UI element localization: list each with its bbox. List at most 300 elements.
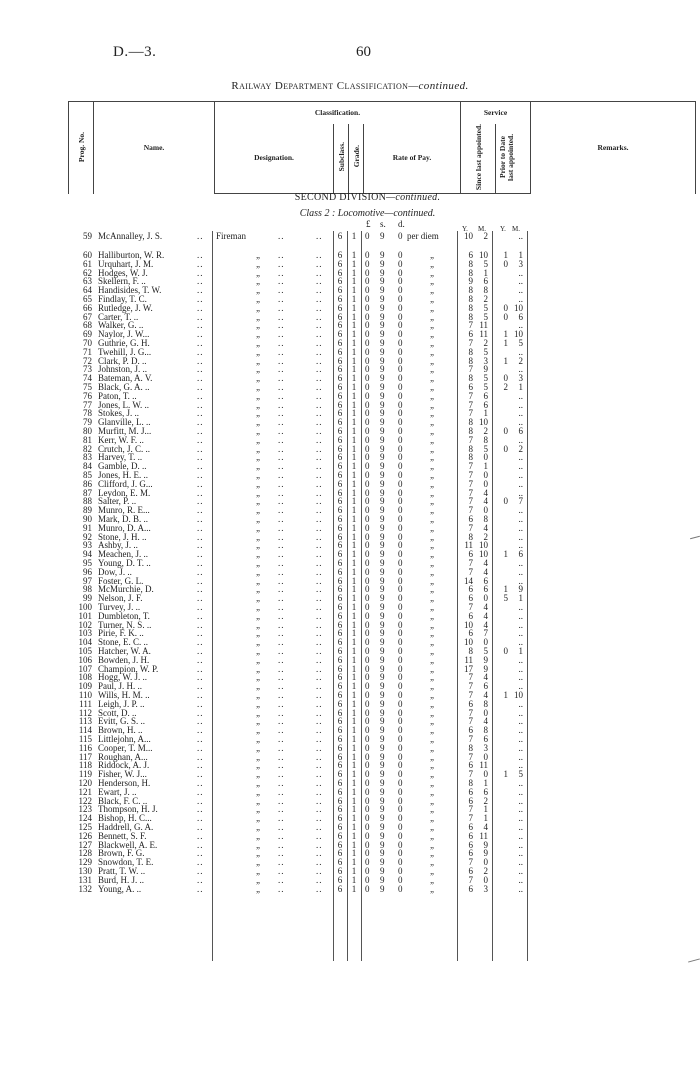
leader-dots: .. [197,760,204,771]
staff-name: Young, A. .. [98,883,142,894]
staff-name: Haddrell, G. A. [98,822,154,832]
leader-dots: .. [197,320,204,331]
grade-value: 1 [351,549,357,560]
staff-name: Leydon, E. M. [98,487,151,498]
leader-dots: .. [316,610,323,621]
pay-pounds: 0 [365,830,370,841]
leader-dots: .. [316,830,323,841]
grade-value: 1 [351,813,357,824]
grade-value: 1 [351,320,357,331]
leader-dots: .. [278,320,285,331]
grade-value: 1 [351,654,357,665]
pay-pence: 0 [398,434,403,445]
since-months: 6 [483,734,488,744]
ditto-mark: „ [256,558,262,568]
pay-pence: 0 [398,593,403,604]
prog-number: 111 [79,698,92,709]
prog-number: 69 [83,329,92,340]
leader-dots: .. [197,795,204,806]
since-years: 8 [468,302,473,313]
prog-number: 84 [83,461,92,472]
subclass-value: 6 [337,496,343,507]
pay-shillings: 9 [380,231,385,241]
prior-months: 2 [518,443,523,454]
pay-pounds: 0 [365,231,370,241]
leader-dots: .. [197,302,204,313]
grade-value: 1 [351,496,357,507]
leader-dots: .. [316,408,323,419]
since-years: 8 [468,452,473,463]
leader-dots: .. [278,231,285,241]
since-months: 9 [483,839,488,850]
pay-shillings: 9 [380,822,385,832]
pay-pounds: 0 [365,470,370,480]
pay-pence: 0 [398,839,403,850]
prior-empty: .. [518,830,523,841]
pay-pounds: 0 [365,795,370,806]
prior-years: 1 [503,329,508,340]
pay-pounds: 0 [365,566,370,577]
pay-pounds: 0 [365,602,370,612]
grade-value: 1 [351,610,357,621]
ditto-mark: „ [430,258,436,269]
leader-dots: .. [316,470,323,480]
ditto-mark: „ [256,302,262,313]
leader-dots: .. [197,434,204,445]
subclass-value: 6 [337,707,343,718]
leader-dots: .. [197,390,204,401]
ditto-mark: „ [256,505,262,516]
since-months: 4 [483,610,488,621]
since-years: 6 [468,839,473,850]
leader-dots: .. [278,311,285,322]
since-months: 2 [483,531,488,542]
leader-dots: .. [316,231,323,241]
pay-pence: 0 [398,690,403,700]
grade-value: 1 [351,778,357,788]
ditto-mark: „ [256,813,262,824]
pay-pounds: 0 [365,558,370,568]
ditto-mark: „ [430,883,436,894]
grade-value: 1 [351,725,357,736]
since-month-unit: M. [478,225,486,233]
leader-dots: .. [316,786,323,797]
pay-shillings: 9 [380,769,385,780]
leader-dots: .. [278,822,285,832]
pay-pounds: 0 [365,540,370,551]
since-years: 8 [468,646,473,656]
grade-value: 1 [351,487,357,498]
prior-years: 1 [503,338,508,348]
prog-number: 98 [83,584,92,595]
leader-dots: .. [316,443,323,454]
class-title: Class 2 : Locomotive—continued. [299,208,436,219]
ditto-mark: „ [430,751,436,762]
pay-pounds: 0 [365,364,370,375]
prior-empty: .. [518,470,523,480]
ditto-mark: „ [430,646,436,656]
pay-pounds: 0 [365,839,370,850]
since-months: 2 [483,231,488,241]
since-years: 7 [468,496,473,507]
subclass-value: 6 [337,866,343,876]
leader-dots: .. [278,267,285,278]
leader-dots: .. [197,382,204,392]
pay-pence: 0 [398,646,403,656]
staff-name: Thompson, H. J. [98,804,158,815]
ditto-mark: „ [256,575,262,586]
grade-value: 1 [351,390,357,401]
ditto-mark: „ [256,698,262,709]
prog-number: 132 [78,883,92,894]
division-continued: —continued. [386,192,441,203]
subclass-value: 6 [337,637,343,648]
since-years: 8 [468,285,473,296]
since-months: 2 [483,795,488,806]
leader-dots: .. [316,751,323,762]
prior-years: 1 [503,584,508,595]
ditto-mark: „ [256,874,262,885]
since-months: 6 [483,399,488,410]
staff-name: Foster, G. L. [98,575,144,586]
staff-name: Scott, D. .. [98,707,137,718]
leader-dots: .. [197,496,204,507]
ditto-mark: „ [430,496,436,507]
prog-number: 103 [78,628,92,639]
ditto-mark: „ [256,267,262,278]
staff-name: Murfitt, M. J... [98,426,152,436]
since-years: 8 [468,443,473,454]
ditto-mark: „ [256,778,262,788]
pay-pounds: 0 [365,654,370,665]
subclass-value: 6 [337,452,343,463]
leader-dots: .. [316,329,323,340]
leader-dots: .. [278,672,285,683]
grade-value: 1 [351,258,357,269]
leader-dots: .. [197,558,204,568]
prior-years: 0 [503,258,508,269]
pay-shillings: 9 [380,540,385,551]
prior-months: 3 [518,373,523,384]
pay-shillings: 9 [380,734,385,744]
leader-dots: .. [197,329,204,340]
pay-pence: 0 [398,628,403,639]
prior-years: 0 [503,426,508,436]
prog-number: 119 [78,769,92,780]
leader-dots: .. [278,654,285,665]
leader-dots: .. [197,355,204,366]
ditto-mark: „ [256,610,262,621]
pay-pounds: 0 [365,258,370,269]
pay-pence: 0 [398,707,403,718]
ditto-mark: „ [430,778,436,788]
ditto-mark: „ [430,285,436,296]
leader-dots: .. [278,646,285,656]
leader-dots: .. [316,839,323,850]
ditto-mark: „ [256,496,262,507]
prog-number: 121 [78,786,92,797]
prior-months: 10 [514,690,523,700]
pay-pounds: 0 [365,707,370,718]
subclass-value: 6 [337,390,343,401]
grade-value: 1 [351,250,357,260]
leader-dots: .. [316,540,323,551]
staff-name: Pratt, T. W. .. [98,866,146,876]
pay-pence: 0 [398,637,403,648]
prior-empty: .. [518,839,523,850]
ditto-mark: „ [256,672,262,683]
ditto-mark: „ [430,760,436,771]
leader-dots: .. [278,566,285,577]
pay-pounds: 0 [365,285,370,296]
pay-pounds: 0 [365,399,370,410]
leader-dots: .. [197,487,204,498]
leader-dots: .. [197,681,204,692]
pay-pounds: 0 [365,848,370,859]
pay-pence: 0 [398,452,403,463]
leader-dots: .. [316,250,323,260]
subclass-value: 6 [337,487,343,498]
pay-pence: 0 [398,619,403,630]
prior-empty: .. [518,531,523,542]
pay-pounds: 0 [365,320,370,331]
pay-pence: 0 [398,531,403,542]
prior-years: 2 [503,382,508,392]
subclass-value: 6 [337,804,343,815]
leader-dots: .. [197,839,204,850]
pay-pounds: 0 [365,338,370,348]
ditto-mark: „ [256,390,262,401]
subclass-value: 6 [337,540,343,551]
grade-value: 1 [351,734,357,744]
since-years: 8 [468,258,473,269]
ditto-mark: „ [256,294,262,304]
pay-pence: 0 [398,417,403,428]
since-years: 7 [468,690,473,700]
pay-pence: 0 [398,346,403,357]
pay-shillings: 9 [380,434,385,445]
pay-pence: 0 [398,742,403,753]
since-years: 7 [468,874,473,885]
since-years: 6 [468,830,473,841]
leader-dots: .. [278,716,285,727]
ditto-mark: „ [430,663,436,674]
subclass-value: 6 [337,593,343,604]
pay-shillings: 9 [380,707,385,718]
leader-dots: .. [316,628,323,639]
grade-value: 1 [351,470,357,480]
pay-pounds: 0 [365,294,370,304]
staff-name: Clark, P. D. .. [98,355,147,366]
staff-name: Bateman, A. V. [98,373,153,384]
subclass-value: 6 [337,778,343,788]
pay-pounds: 0 [365,487,370,498]
since-years: 6 [468,848,473,859]
prog-number: 100 [78,602,92,612]
leader-dots: .. [197,804,204,815]
pay-pence: 0 [398,830,403,841]
leader-dots: .. [278,637,285,648]
staff-name: Twehill, J. G... [98,346,152,357]
since-years: 8 [468,778,473,788]
staff-name: Fisher, W. J... [98,769,147,780]
grade-value: 1 [351,584,357,595]
leader-dots: .. [278,329,285,340]
prior-empty: .. [518,320,523,331]
staff-name: Rutledge, J. W. [98,302,153,313]
since-months: 0 [483,478,488,489]
prior-months: 6 [518,426,523,436]
staff-name: Nelson, J. F. [98,593,143,604]
prior-empty: .. [518,866,523,876]
ditto-mark: „ [430,822,436,832]
prog-number: 89 [83,505,92,516]
leader-dots: .. [197,769,204,780]
pay-pounds: 0 [365,593,370,604]
ditto-mark: „ [256,751,262,762]
grade-value: 1 [351,311,357,322]
document-ref: D.—3. [113,44,157,60]
ditto-mark: „ [430,874,436,885]
since-months: 3 [483,883,488,894]
prog-number: 106 [78,654,92,665]
pay-shillings: 9 [380,716,385,727]
since-years: 14 [464,575,473,586]
pay-shillings: 9 [380,566,385,577]
pay-shillings: 9 [380,725,385,736]
prog-number: 117 [78,751,92,762]
staff-name: Hodges, W. J. [98,267,148,278]
ditto-mark: „ [430,329,436,340]
ditto-mark: „ [430,443,436,454]
page-title [0,80,700,92]
leader-dots: .. [316,654,323,665]
since-months: 3 [483,355,488,366]
prog-number: 92 [83,531,92,542]
pay-pence: 0 [398,426,403,436]
leader-dots: .. [278,628,285,639]
prog-number: 116 [78,742,92,753]
since-months: 8 [483,698,488,709]
ditto-mark: „ [256,795,262,806]
pay-shillings: 9 [380,478,385,489]
ditto-mark: „ [430,276,436,287]
ditto-mark: „ [430,373,436,384]
subclass-value: 6 [337,584,343,595]
ditto-mark: „ [430,681,436,692]
ditto-mark: „ [256,760,262,771]
leader-dots: .. [278,294,285,304]
leader-dots: .. [278,346,285,357]
grade-value: 1 [351,602,357,612]
ditto-mark: „ [256,549,262,560]
subclass-value: 6 [337,760,343,771]
since-months: 5 [483,373,488,384]
grade-value: 1 [351,531,357,542]
staff-name: Findlay, T. C. [98,294,147,304]
since-years: 7 [468,470,473,480]
prog-number: 110 [78,690,92,700]
pay-shillings: 9 [380,786,385,797]
prog-number: 76 [83,390,92,401]
pay-pounds: 0 [365,822,370,832]
leader-dots: .. [316,549,323,560]
pay-shillings: 9 [380,364,385,375]
staff-name: Mark, D. B. .. [98,514,148,524]
prior-empty: .. [518,654,523,665]
pay-shillings: 9 [380,646,385,656]
grade-value: 1 [351,373,357,384]
leader-dots: .. [316,874,323,885]
prior-months: 9 [518,584,523,595]
pay-shillings: 9 [380,804,385,815]
ditto-mark: „ [430,408,436,419]
prog-number: 101 [78,610,92,621]
prior-empty: .. [518,760,523,771]
grade-value: 1 [351,417,357,428]
leader-dots: .. [278,584,285,595]
since-years: 7 [468,681,473,692]
leader-dots: .. [197,231,204,241]
since-months: 6 [483,390,488,401]
pay-pounds: 0 [365,584,370,595]
pay-shillings: 9 [380,320,385,331]
pay-pence: 0 [398,302,403,313]
grade-value: 1 [351,505,357,516]
ditto-mark: „ [430,514,436,524]
prog-number: 65 [83,294,92,304]
subclass-value: 6 [337,267,343,278]
leader-dots: .. [197,452,204,463]
since-years: 7 [468,338,473,348]
prior-years: 0 [503,443,508,454]
leader-dots: .. [278,426,285,436]
since-years: 7 [468,364,473,375]
subclass-value: 6 [337,408,343,419]
since-months: 8 [483,725,488,736]
leader-dots: .. [197,294,204,304]
pay-pounds: 0 [365,628,370,639]
subclass-value: 6 [337,681,343,692]
leader-dots: .. [316,602,323,612]
leader-dots: .. [197,822,204,832]
since-months: 10 [479,549,488,560]
since-years: 6 [468,514,473,524]
prior-months: 10 [514,329,523,340]
leader-dots: .. [278,382,285,392]
grade-value: 1 [351,443,357,454]
subclass-value: 6 [337,302,343,313]
pay-pounds: 0 [365,417,370,428]
leader-dots: .. [316,848,323,859]
since-years: 6 [468,584,473,595]
staff-name: Hogg, W. J. .. [98,672,148,683]
ditto-mark: „ [256,654,262,665]
prior-empty: .. [518,795,523,806]
pay-pounds: 0 [365,663,370,674]
leader-dots: .. [316,373,323,384]
staff-name: Henderson, H. [98,778,151,788]
prog-number: 70 [83,338,92,348]
staff-name: Handisides, T. W. [98,285,162,296]
subclass-value: 6 [337,751,343,762]
leader-dots: .. [316,390,323,401]
pence-unit: d. [398,219,405,229]
staff-name: Skellern, F. .. [98,276,146,287]
pay-pence: 0 [398,575,403,586]
subclass-value: 6 [337,346,343,357]
leader-dots: .. [278,698,285,709]
